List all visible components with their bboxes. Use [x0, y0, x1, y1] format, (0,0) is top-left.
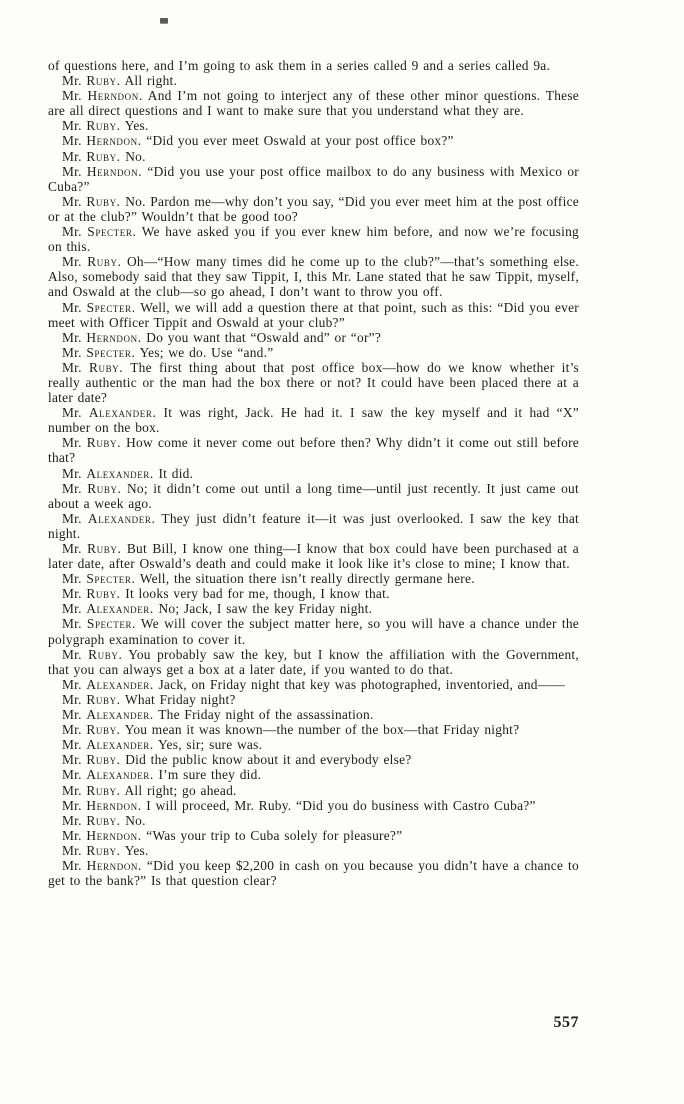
transcript-paragraph — [48, 435, 579, 465]
transcript-paragraph — [48, 118, 579, 133]
speaker-honorific: Mr. — [62, 359, 82, 375]
transcript-paragraph — [48, 783, 579, 798]
transcript-paragraph — [48, 254, 579, 299]
speaker-name: Specter. — [86, 344, 136, 360]
speaker-honorific: Mr. — [62, 691, 82, 707]
speaker-name: Herndon. — [86, 797, 142, 813]
transcript-paragraph — [48, 194, 579, 224]
speaker-honorific: Mr. — [62, 435, 82, 451]
transcript-paragraph — [48, 405, 579, 435]
dialogue-text: The first thing about that post office box—how do we know whether it’s really authentic or the man had the box there or not? It could have been placed there at a later date? — [48, 359, 580, 406]
transcript-paragraph — [48, 798, 579, 813]
transcript-paragraph — [48, 767, 579, 782]
speaker-honorific: Mr. — [62, 737, 82, 753]
speaker-name: Ruby. — [86, 118, 121, 134]
transcript-paragraph — [48, 481, 579, 511]
dialogue-text: All right. — [124, 73, 178, 89]
speaker-honorific: Mr. — [62, 752, 82, 768]
transcript-paragraph — [48, 677, 579, 692]
speaker-name: Ruby. — [86, 691, 121, 707]
transcript-paragraph — [48, 58, 579, 73]
dialogue-text: What Friday night? — [124, 691, 236, 707]
dialogue-text: How come it never come out before then? Why didn’t it come out still before that? — [48, 435, 579, 466]
speaker-name: Alexander. — [86, 601, 154, 617]
transcript-paragraph — [48, 541, 579, 571]
speaker-honorific: Mr. — [62, 646, 82, 662]
dialogue-text: It looks very bad for me, though, I know that. — [125, 586, 390, 602]
transcript-paragraph — [48, 224, 579, 254]
dialogue-text: They just didn’t feature it—it was just overlooked. I saw the key that night. — [48, 510, 579, 541]
speaker-honorific: Mr. — [62, 344, 82, 360]
dialogue-text: Yes. — [124, 118, 149, 134]
dialogue-text: No. — [125, 812, 146, 828]
speaker-name: Ruby. — [86, 752, 121, 768]
transcript-paragraph — [48, 707, 579, 722]
speaker-name: Herndon. — [86, 163, 143, 179]
transcript-paragraph — [48, 858, 579, 888]
transcript-paragraph — [48, 511, 579, 541]
transcript-paragraph — [48, 73, 579, 88]
dialogue-text: Oh—“How many times did he come up to the club?”—that’s something else. Also, somebody said that they saw Tippit, I, this Mr. Lane stated that he saw Tippit, myself, and Oswald at the club—so go ahead, I don’t want to throw you off. — [48, 254, 579, 300]
speaker-honorific: Mr. — [62, 541, 82, 556]
dialogue-text: I will proceed, Mr. Ruby. “Did you do business with Castro Cuba?” — [146, 797, 536, 813]
speaker-honorific: Mr. — [62, 782, 82, 798]
speaker-name: Herndon. — [86, 133, 142, 149]
speaker-name: Ruby. — [86, 193, 121, 209]
speaker-honorific: Mr. — [62, 224, 82, 240]
transcript-paragraph — [48, 692, 579, 707]
dialogue-text: No. — [125, 148, 146, 164]
speaker-name: Specter. — [87, 224, 137, 240]
dialogue-text: Well, the situation there isn’t really directly germane here. — [139, 571, 475, 587]
transcript-paragraph — [48, 843, 579, 858]
transcript-paragraph — [48, 647, 579, 677]
speaker-name: Ruby. — [87, 254, 122, 270]
speaker-honorific: Mr. — [62, 707, 82, 723]
speaker-name: Alexander. — [88, 405, 157, 421]
dialogue-text: No; Jack, I saw the key Friday night. — [158, 601, 373, 617]
speaker-honorific: Mr. — [62, 586, 82, 602]
speaker-name: Specter. — [86, 616, 136, 632]
dialogue-text: But Bill, I know one thing—I know that box could have been purchased at a later date, after Oswald’s death and could make it look like it’s close to mine; I know that. — [48, 541, 579, 572]
page-number: 557 — [553, 1014, 579, 1031]
speaker-name: Herndon. — [86, 827, 142, 843]
speaker-name: Alexander. — [86, 707, 154, 723]
dialogue-text: Yes. — [124, 842, 149, 858]
speaker-honorific: Mr. — [62, 857, 82, 873]
speaker-honorific: Mr. — [62, 722, 82, 738]
transcript-paragraph — [48, 164, 579, 194]
transcript-paragraph — [48, 360, 579, 405]
transcript-paragraph — [48, 828, 579, 843]
dialogue-text: “Was your trip to Cuba solely for pleasure?” — [146, 827, 403, 843]
transcript-paragraph — [48, 737, 579, 752]
speaker-honorific: Mr. — [62, 133, 82, 149]
speaker-honorific: Mr. — [62, 299, 82, 315]
speaker-name: Alexander. — [86, 465, 154, 481]
transcript-paragraph — [48, 752, 579, 767]
dialogue-text: We have asked you if you ever knew him before, and now we’re focusing on this. — [48, 224, 579, 255]
speaker-name: Ruby. — [87, 480, 122, 496]
speaker-honorific: Mr. — [62, 510, 82, 526]
dialogue-text: Yes, sir; sure was. — [157, 737, 263, 753]
transcript-paragraph — [48, 345, 579, 360]
speaker-honorific: Mr. — [62, 767, 82, 783]
scan-speck — [160, 18, 168, 23]
transcript-paragraph — [48, 571, 579, 586]
speaker-name: Ruby. — [86, 842, 121, 858]
speaker-honorific: Mr. — [62, 797, 82, 813]
dialogue-text: Yes; we do. Use “and.” — [139, 344, 274, 360]
speaker-name: Ruby. — [87, 541, 122, 556]
transcript-paragraph — [48, 133, 579, 148]
speaker-name: Specter. — [86, 299, 136, 315]
speaker-honorific: Mr. — [62, 676, 82, 692]
speaker-honorific: Mr. — [62, 405, 82, 421]
transcript — [48, 58, 579, 888]
dialogue-text: It did. — [158, 465, 194, 481]
speaker-name: Ruby. — [86, 148, 121, 164]
transcript-paragraph — [48, 722, 579, 737]
speaker-honorific: Mr. — [62, 329, 82, 345]
dialogue-text: “Did you ever meet Oswald at your post office box?” — [146, 133, 454, 149]
speaker-name: Herndon. — [87, 88, 143, 104]
speaker-name: Specter. — [86, 571, 136, 587]
dialogue-text: You mean it was known—the number of the box—that Friday night? — [124, 722, 520, 738]
speaker-name: Ruby. — [86, 782, 121, 798]
speaker-name: Ruby. — [86, 812, 121, 828]
speaker-honorific: Mr. — [62, 118, 82, 134]
speaker-honorific: Mr. — [62, 163, 82, 179]
speaker-name: Alexander. — [86, 676, 154, 692]
speaker-honorific: Mr. — [62, 465, 82, 481]
speaker-name: Ruby. — [86, 586, 121, 602]
dialogue-text: All right; go ahead. — [124, 782, 237, 798]
dialogue-text: The Friday night of the assassination. — [158, 707, 374, 723]
speaker-honorific: Mr. — [62, 812, 82, 828]
transcript-paragraph — [48, 466, 579, 481]
dialogue-text: Jack, on Friday night that key was photographed, inventoried, and—— — [158, 676, 566, 692]
speaker-name: Alexander. — [86, 767, 154, 783]
speaker-name: Alexander. — [87, 510, 156, 526]
speaker-honorific: Mr. — [62, 601, 82, 617]
transcript-paragraph — [48, 300, 579, 330]
speaker-name: Ruby. — [88, 646, 123, 662]
transcript-paragraph — [48, 88, 579, 118]
dialogue-text: Well, we will add a question there at that point, such as this: “Did you ever meet with Officer Tippit and Oswald at your club?” — [48, 299, 579, 330]
speaker-honorific: Mr. — [62, 254, 82, 270]
speaker-name: Ruby. — [88, 359, 124, 375]
dialogue-text: We will cover the subject matter here, so you will have a chance under the polygraph examination to cover it. — [48, 616, 579, 647]
dialogue-text: “Did you keep $2,200 in cash on you because you didn’t have a chance to get to the bank?” Is that question clear? — [48, 857, 579, 889]
speaker-name: Ruby. — [86, 722, 121, 738]
dialogue-text: Do you want that “Oswald and” or “or”? — [146, 329, 382, 345]
transcript-paragraph — [48, 616, 579, 646]
dialogue-text: And I’m not going to interject any of these other minor questions. These are all direct questions and I want to make sure that you understand what they are. — [48, 88, 579, 119]
dialogue-text: “Did you use your post office mailbox to do any business with Mexico or Cuba?” — [48, 163, 579, 194]
speaker-honorific: Mr. — [62, 571, 82, 587]
dialogue-text: It was right, Jack. He had it. I saw the key myself and it had “X” number on the box. — [48, 405, 579, 436]
dialogue-text: I’m sure they did. — [158, 767, 262, 783]
dialogue-text: of questions here, and I’m going to ask them in a series called 9 and a series called 9a. — [48, 58, 551, 73]
transcript-paragraph — [48, 586, 579, 601]
transcript-paragraph — [48, 813, 579, 828]
speaker-honorific: Mr. — [62, 73, 82, 89]
speaker-honorific: Mr. — [62, 148, 82, 164]
speaker-name: Ruby. — [86, 73, 121, 89]
dialogue-text: No. Pardon me—why don’t you say, “Did you ever meet him at the post office or at the club?” Wouldn’t that be good too? — [48, 193, 579, 224]
dialogue-text: No; it didn’t come out until a long time—until just recently. It just came out about a week ago. — [48, 480, 579, 511]
speaker-honorific: Mr. — [62, 842, 82, 858]
speaker-honorific: Mr. — [62, 616, 82, 632]
speaker-honorific: Mr. — [62, 827, 82, 843]
speaker-name: Alexander. — [86, 737, 154, 753]
dialogue-text: Did the public know about it and everybody else? — [125, 752, 412, 768]
dialogue-text: You probably saw the key, but I know the affiliation with the Government, that you can always get a box at a later date, if you wanted to do that. — [48, 646, 579, 677]
speaker-honorific: Mr. — [62, 193, 82, 209]
speaker-name: Herndon. — [86, 329, 142, 345]
transcript-paragraph — [48, 330, 579, 345]
speaker-name: Ruby. — [86, 435, 122, 451]
speaker-honorific: Mr. — [62, 88, 82, 104]
transcript-paragraph — [48, 601, 579, 616]
transcript-paragraph — [48, 149, 579, 164]
speaker-honorific: Mr. — [62, 480, 82, 496]
speaker-name: Herndon. — [86, 857, 142, 873]
